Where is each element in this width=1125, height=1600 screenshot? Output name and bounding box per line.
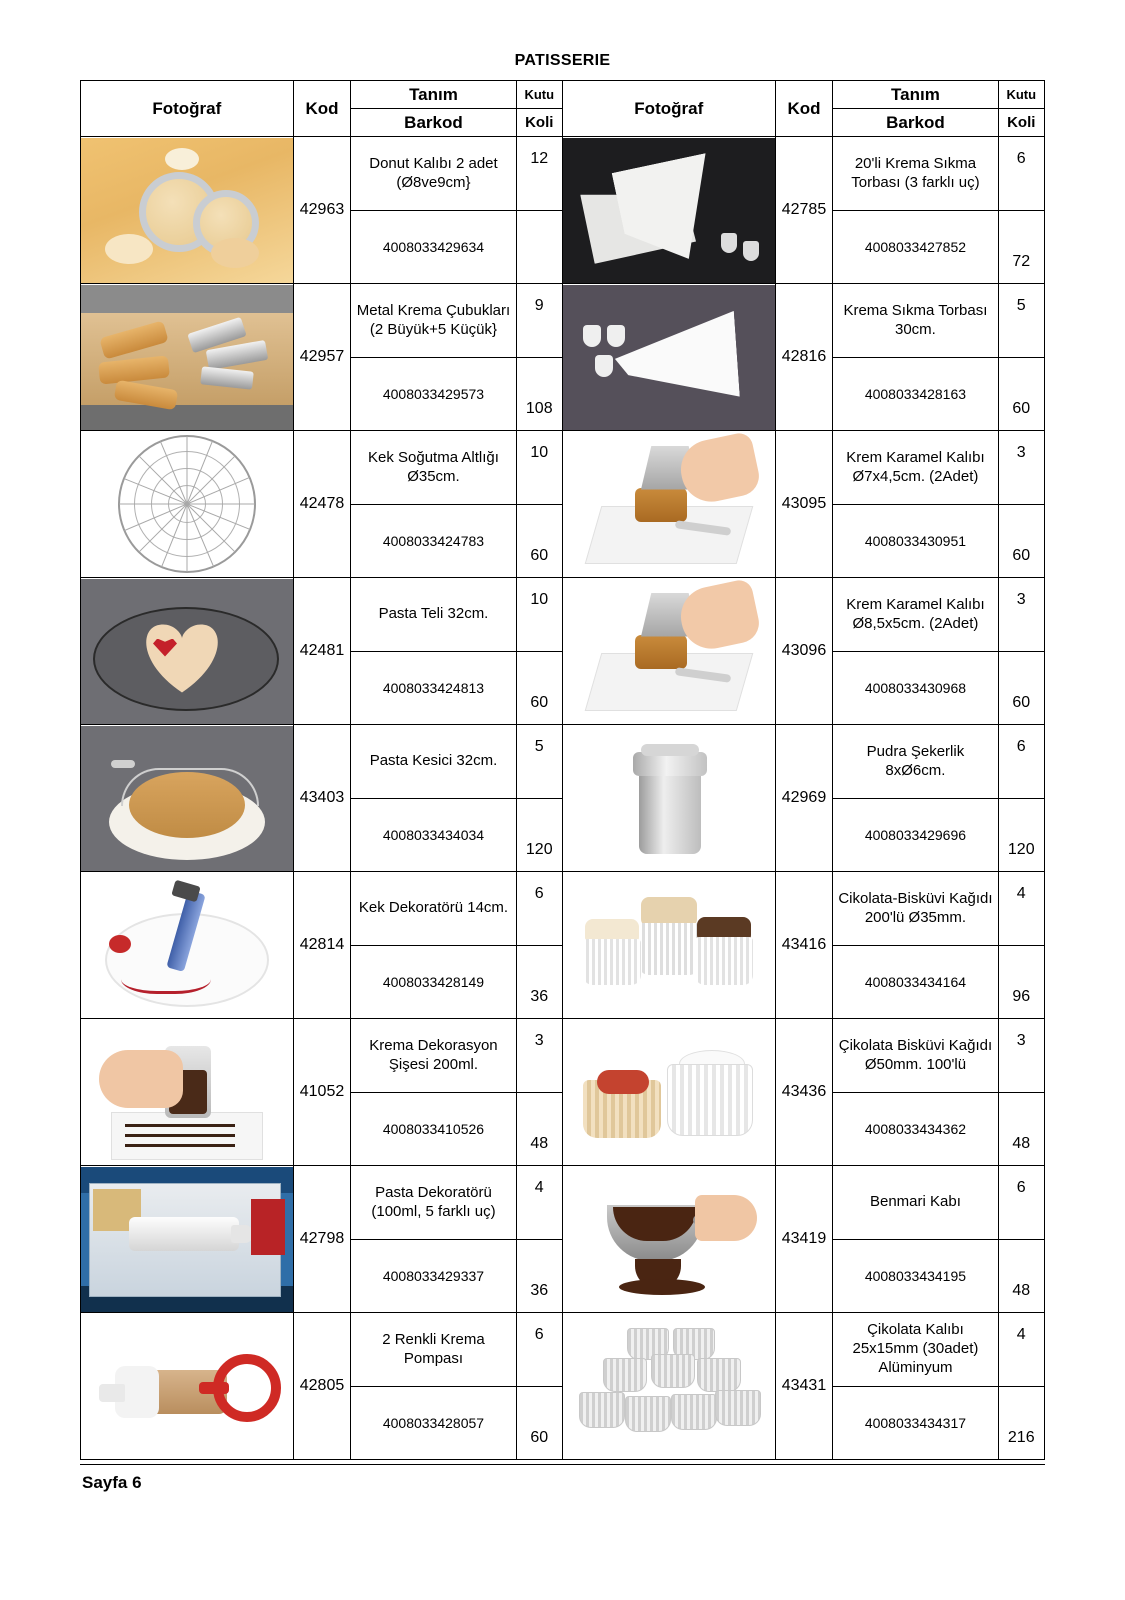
- product-code: 43419: [775, 1166, 833, 1313]
- product-description: Kek Soğutma Altlığı Ø35cm.: [368, 448, 499, 485]
- product-box-qty: 3: [1016, 1031, 1026, 1049]
- table-row: [81, 1166, 1045, 1313]
- product-description: Cikolata-Bisküvi Kağıdı 200'lü Ø35mm.: [838, 889, 993, 926]
- product-photo: [81, 284, 294, 431]
- product-code: 42957: [293, 284, 351, 431]
- product-description: Pudra Şekerlik 8xØ6cm.: [866, 742, 965, 779]
- product-barcode: 4008033427852: [864, 238, 967, 255]
- page-footer: Sayfa 6: [82, 1473, 142, 1492]
- product-barcode: 4008033434195: [864, 1267, 967, 1284]
- product-carton-qty: 48: [1012, 1281, 1031, 1299]
- product-description: 2 Renkli Krema Pompası: [382, 1330, 485, 1367]
- product-description: Krem Karamel Kalıbı Ø8,5x5cm. (2Adet): [846, 595, 985, 632]
- product-description: Donut Kalıbı 2 adet (Ø8ve9cm}: [369, 154, 498, 191]
- product-photo: [81, 872, 294, 1019]
- product-box-qty: 9: [534, 296, 544, 314]
- product-barcode: 4008033428163: [864, 385, 967, 402]
- product-description: Krema Sıkma Torbası 30cm.: [843, 301, 988, 338]
- product-carton-qty: 60: [530, 1428, 549, 1446]
- product-carton-qty: 216: [1007, 1428, 1035, 1446]
- product-photo: [562, 1019, 775, 1166]
- product-box-qty: 5: [1016, 296, 1026, 314]
- table-row: [81, 578, 1045, 725]
- header-carton-left: Koli: [516, 109, 562, 137]
- header-description-right: Tanım: [833, 81, 998, 109]
- product-barcode: 4008033430968: [864, 679, 967, 696]
- product-box-qty: 4: [534, 1178, 544, 1196]
- product-carton-qty: 96: [1012, 987, 1031, 1005]
- product-barcode: 4008033434317: [864, 1414, 967, 1431]
- product-carton-qty: 60: [530, 546, 549, 564]
- product-barcode: 4008033429696: [864, 826, 967, 843]
- product-carton-qty: 48: [530, 1134, 549, 1152]
- product-description: Çikolata Bisküvi Kağıdı Ø50mm. 100'lü: [838, 1036, 993, 1073]
- product-description: Çikolata Kalıbı 25x15mm (30adet) Alüminyum: [852, 1321, 979, 1376]
- product-carton-qty: 72: [1012, 252, 1031, 270]
- product-code: 42963: [293, 137, 351, 284]
- header-barcode-left: Barkod: [351, 109, 516, 137]
- product-photo: [562, 284, 775, 431]
- product-description: Kek Dekoratörü 14cm.: [358, 899, 509, 917]
- page-title: PATISSERIE: [514, 52, 611, 69]
- product-carton-qty: [517, 211, 562, 283]
- table-row: [81, 872, 1045, 1019]
- product-box-qty: 5: [534, 737, 544, 755]
- product-code: 42785: [775, 137, 833, 284]
- table-row: [81, 284, 1045, 431]
- product-box-qty: 6: [1016, 149, 1026, 167]
- product-code: 42969: [775, 725, 833, 872]
- product-description: Krem Karamel Kalıbı Ø7x4,5cm. (2Adet): [846, 448, 985, 485]
- product-barcode: 4008033410526: [382, 1120, 485, 1137]
- product-box-qty: 3: [1016, 443, 1026, 461]
- product-code: 42814: [293, 872, 351, 1019]
- product-code: 42478: [293, 431, 351, 578]
- table-row: [81, 1313, 1045, 1460]
- header-box-left: Kutu: [516, 81, 562, 109]
- product-box-qty: 10: [530, 590, 549, 608]
- product-photo: [562, 137, 775, 284]
- product-box-qty: 6: [1016, 1178, 1026, 1196]
- product-photo: [562, 1313, 775, 1460]
- product-barcode: 4008033429634: [382, 238, 485, 255]
- product-carton-qty: 120: [1007, 840, 1035, 858]
- product-code: 41052: [293, 1019, 351, 1166]
- table-row: [81, 137, 1045, 284]
- header-barcode-right: Barkod: [833, 109, 998, 137]
- product-description: Benmari Kabı: [869, 1193, 961, 1211]
- product-code: 43095: [775, 431, 833, 578]
- header-photo-right: Fotoğraf: [562, 81, 775, 137]
- header-box-right: Kutu: [998, 81, 1045, 109]
- product-carton-qty: 60: [1012, 399, 1031, 417]
- product-photo: [81, 1019, 294, 1166]
- product-carton-qty: 36: [530, 987, 549, 1005]
- product-photo: [81, 137, 294, 284]
- product-carton-qty: 60: [1012, 546, 1031, 564]
- product-barcode: 4008033428149: [382, 973, 485, 990]
- table-row: [81, 431, 1045, 578]
- product-photo: [81, 578, 294, 725]
- product-photo: [562, 578, 775, 725]
- product-barcode: 4008033434164: [864, 973, 967, 990]
- product-photo: [562, 1166, 775, 1313]
- product-carton-qty: 36: [530, 1281, 549, 1299]
- table-row: [81, 1019, 1045, 1166]
- product-barcode: 4008033434034: [382, 826, 485, 843]
- product-code: 42481: [293, 578, 351, 725]
- product-photo: [562, 431, 775, 578]
- product-box-qty: 4: [1016, 1325, 1026, 1343]
- product-photo: [81, 725, 294, 872]
- product-description: Pasta Kesici 32cm.: [369, 752, 498, 770]
- table-row: [81, 725, 1045, 872]
- product-code: 43436: [775, 1019, 833, 1166]
- product-box-qty: 4: [1016, 884, 1026, 902]
- product-box-qty: 6: [534, 1325, 544, 1343]
- product-photo: [562, 725, 775, 872]
- header-code-left: Kod: [293, 81, 351, 137]
- header-description-left: Tanım: [351, 81, 516, 109]
- product-box-qty: 6: [1016, 737, 1026, 755]
- product-photo: [81, 431, 294, 578]
- product-carton-qty: 60: [530, 693, 549, 711]
- header-code-right: Kod: [775, 81, 833, 137]
- product-description: Pasta Dekoratörü (100ml, 5 farklı uç): [371, 1183, 496, 1220]
- product-box-qty: 6: [534, 884, 544, 902]
- product-box-qty: 12: [530, 149, 549, 167]
- product-description: 20'li Krema Sıkma Torbası (3 farklı uç): [851, 154, 980, 191]
- product-barcode: 4008033429337: [382, 1267, 485, 1284]
- product-code: 42805: [293, 1313, 351, 1460]
- product-box-qty: 10: [530, 443, 549, 461]
- product-catalog-table: [80, 80, 1045, 1460]
- product-code: 42816: [775, 284, 833, 431]
- footer-divider: [80, 1464, 1045, 1465]
- product-description: Krema Dekorasyon Şişesi 200ml.: [369, 1036, 498, 1073]
- product-photo: [562, 872, 775, 1019]
- product-carton-qty: 60: [1012, 693, 1031, 711]
- product-photo: [81, 1166, 294, 1313]
- product-barcode: 4008033434362: [864, 1120, 967, 1137]
- product-box-qty: 3: [1016, 590, 1026, 608]
- product-code: 43416: [775, 872, 833, 1019]
- header-carton-right: Koli: [998, 109, 1045, 137]
- product-barcode: 4008033430951: [864, 532, 967, 549]
- product-code: 43096: [775, 578, 833, 725]
- product-barcode: 4008033428057: [382, 1414, 485, 1431]
- product-barcode: 4008033424813: [382, 679, 485, 696]
- header-photo-left: Fotoğraf: [81, 81, 294, 137]
- product-code: 43403: [293, 725, 351, 872]
- product-code: 43431: [775, 1313, 833, 1460]
- product-carton-qty: 120: [525, 840, 553, 858]
- product-code: 42798: [293, 1166, 351, 1313]
- product-barcode: 4008033429573: [382, 385, 485, 402]
- product-description: Metal Krema Çubukları (2 Büyük+5 Küçük}: [356, 301, 511, 338]
- product-carton-qty: 108: [525, 399, 553, 417]
- product-carton-qty: 48: [1012, 1134, 1031, 1152]
- product-description: Pasta Teli 32cm.: [378, 605, 489, 623]
- product-box-qty: 3: [534, 1031, 544, 1049]
- product-photo: [81, 1313, 294, 1460]
- product-barcode: 4008033424783: [382, 532, 485, 549]
